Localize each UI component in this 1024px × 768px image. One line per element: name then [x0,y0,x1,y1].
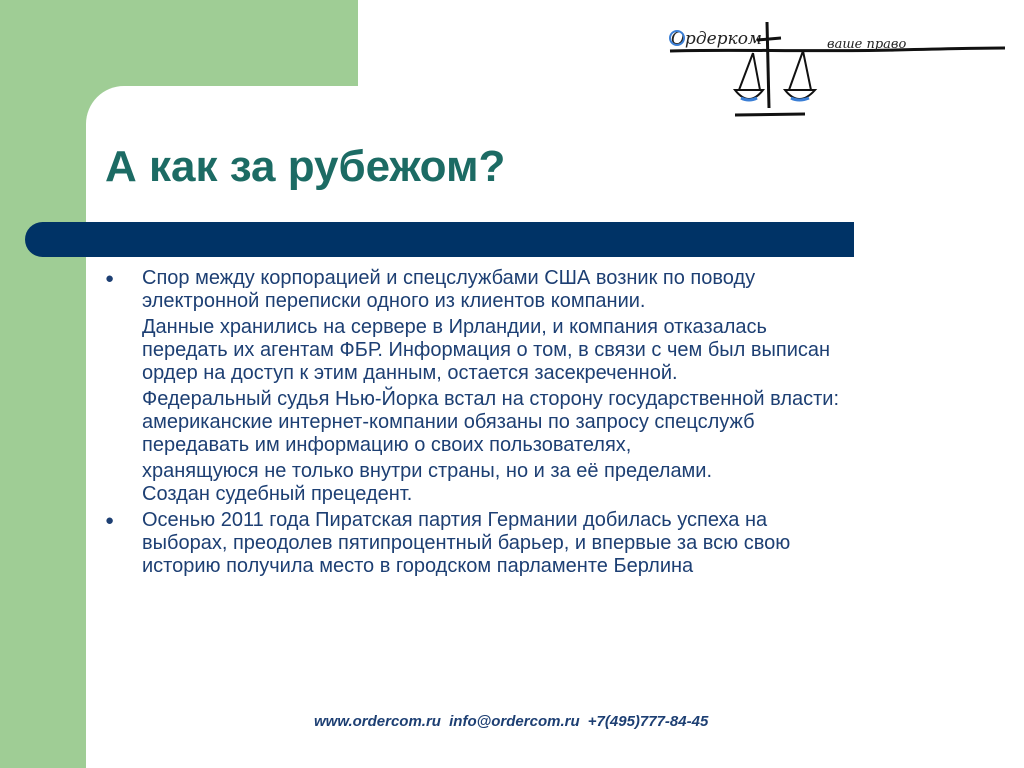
bullet-item [105,509,985,578]
bullet-list [105,267,985,581]
logo-brand-text: Ордерком [671,29,763,49]
bullet-paragraph: хранящуюся не только внутри страны, но и за её пределами. Создан судебный прецедент. [142,460,713,505]
bullet-paragraph: Федеральный судья Нью-Йорка встал на сторону государственной власти: американские интернет-компании обязаны по запросу спецслужб передавать им информацию о своих пользователях, [142,388,840,456]
footer-website-link[interactable]: www.ordercom.ru [314,713,441,730]
bullet-paragraph: Данные хранились на сервере в Ирландии, и компания отказалась передать их агентам ФБР. Информация о том, в связи с чем был выписан ордер на доступ к этим данным, остается засекреченной. [142,316,831,384]
bullet-item [105,267,985,506]
logo-slogan-text: ваше право [827,37,907,52]
ordercom-logo [665,18,1010,118]
bullet-dot-icon: ● [105,270,115,287]
slide-title: А как за рубежом? [105,142,506,191]
bullet-paragraph: Спор между корпорацией и спецслужбами США возник по поводу электронной переписки одного из клиентов компании. [142,267,756,312]
footer-contacts [314,713,712,730]
bullet-paragraph: Осенью 2011 года Пиратская партия Германии добилась успеха на выборах, преодолев пятипроцентный барьер, и впервые за всю свою историю получила место в городском парламенте Берлина [142,509,791,577]
footer-email-link[interactable]: info@ordercom.ru [449,713,580,730]
title-underline-bar [25,222,854,257]
bullet-dot-icon: ● [105,512,115,529]
footer-phone: +7(495)777-84-45 [587,713,709,730]
